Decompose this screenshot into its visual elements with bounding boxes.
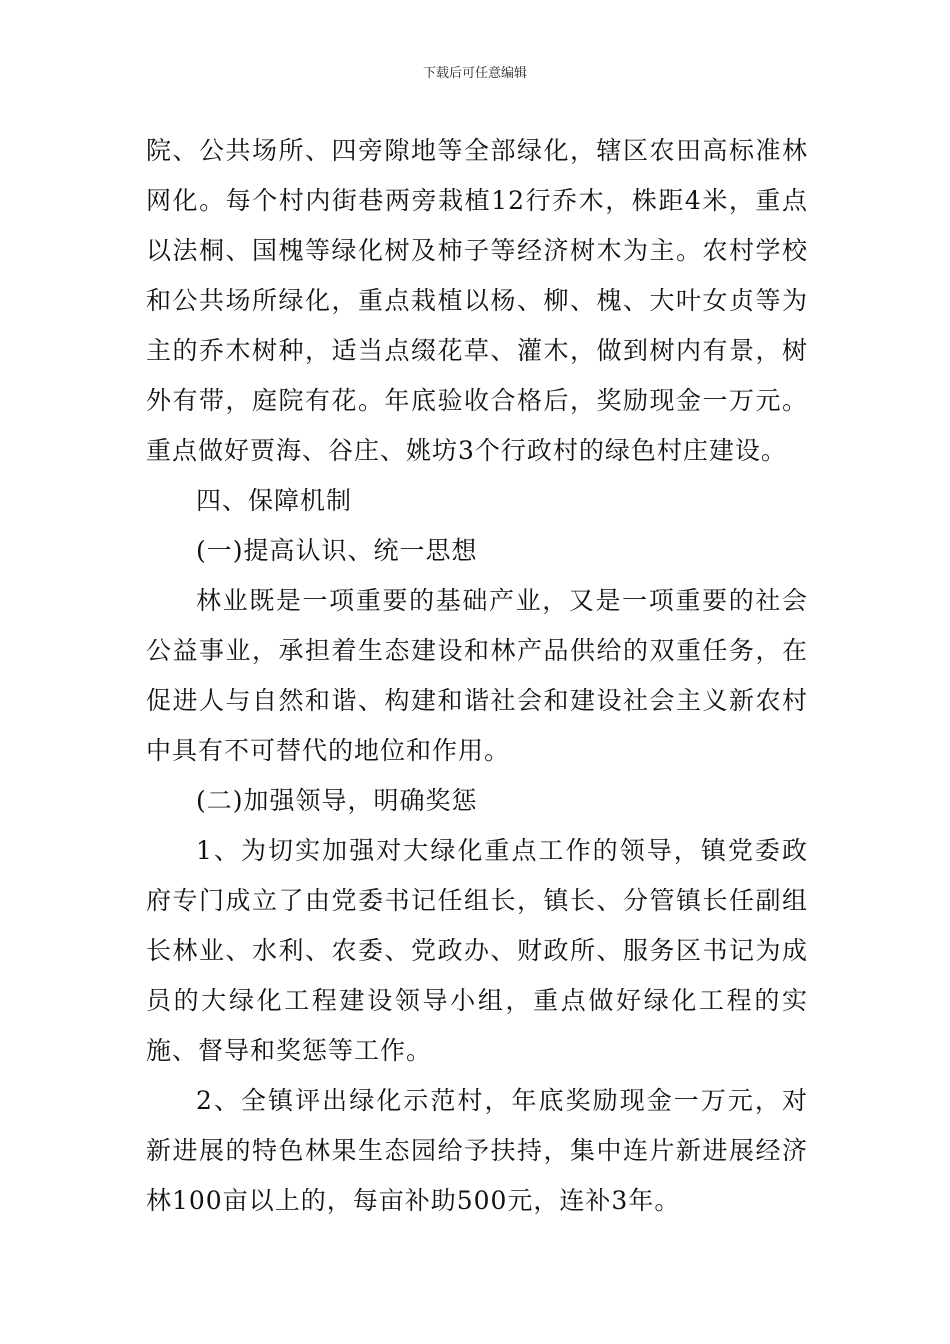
subsection-heading-leadership: (二)加强领导，明确奖惩 [196, 786, 478, 815]
paragraph-leadership-group: 1、为切实加强对大绿化重点工作的领导，镇党委政府专门成立了由党委书记任组长，镇长、分管镇长任副组长林业、水利、农委、党政办、财政所、服务区书记为成员的大绿化工程建设领导小组，重点做好绿化工程的实施、督导和奖惩等工作。 [146, 836, 808, 1065]
subsection-heading-awareness: (一)提高认识、统一思想 [196, 536, 478, 565]
paragraph-forestry-importance: 林业既是一项重要的基础产业，又是一项重要的社会公益事业，承担着生态建设和林产品供给的双重任务，在促进人与自然和谐、构建和谐社会和建设社会主义新农村中具有不可替代的地位和作用。 [146, 586, 808, 765]
section-heading-safeguards: 四、保障机制 [196, 486, 353, 515]
page-header-note: 下载后可任意编辑 [422, 66, 527, 81]
paragraph-rewards: 2、全镇评出绿化示范村，年底奖励现金一万元，对新进展的特色林果生态园给予扶持，集中连片新进展经济林100亩以上的，每亩补助500元，连补3年。 [146, 1086, 808, 1215]
paragraph-greening-standards: 院、公共场所、四旁隙地等全部绿化，辖区农田高标准林网化。每个村内街巷两旁栽植12行乔木，株距4米，重点以法桐、国槐等绿化树及柿子等经济树木为主。农村学校和公共场所绿化，重点栽植以杨、柳、槐、大叶女贞等为主的乔木树种，适当点缀花草、灌木，做到树内有景，树外有带，庭院有花。年底验收合格后，奖励现金一万元。重点做好贾海、谷庄、姚坊3个行政村的绿色村庄建设。 [146, 136, 808, 465]
document-body [146, 126, 808, 1226]
